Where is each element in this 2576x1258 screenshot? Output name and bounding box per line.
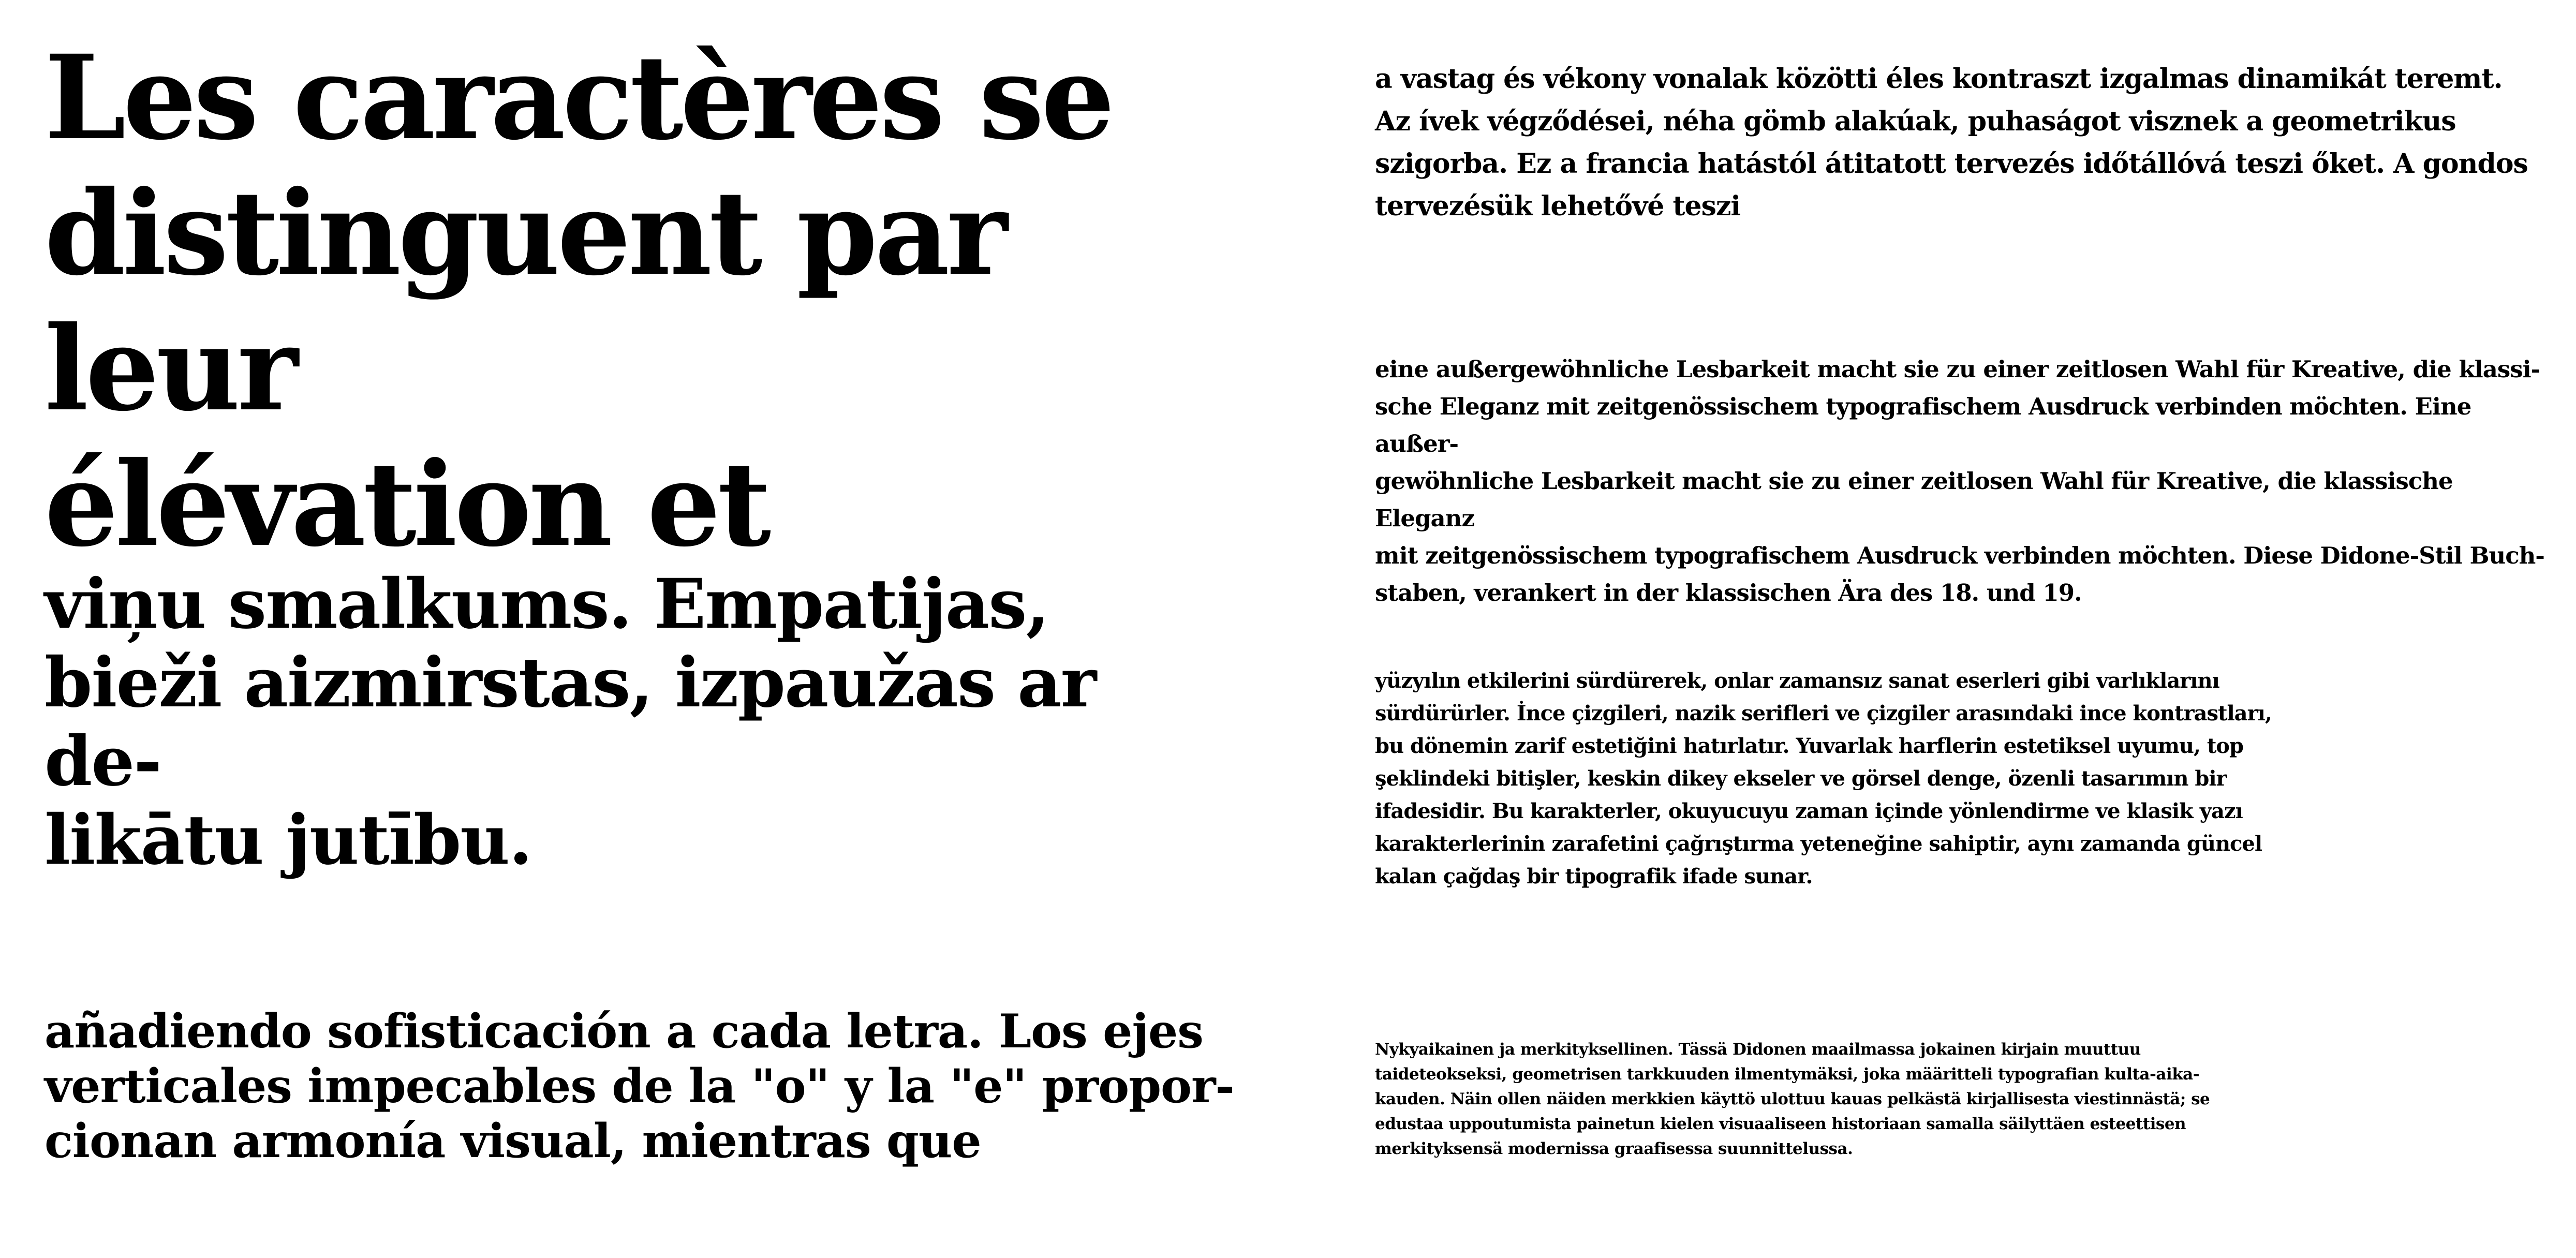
spanish-display-specimen: añadiendo sofisticación a cada letra. Los ejes verticales impecables de la "o" y la "e" propor- cionan armonía visual, mientras que xyxy=(45,1004,1234,1168)
finnish-body-specimen: Nykyaikainen ja merkityksellinen. Tässä Didonen maailmassa jokainen kirjain muuttuu taideteokseksi, geometrisen tarkkuuden ilmentymäksi, joka määritteli typografian kulta-aika- kauden. Näin ollen näiden merkkien käyttö ulottuu kauas pelkästä kirjallisesta viestinnästä; se edustaa uppoutumista painetun kielen visuaaliseen historiaan samalla säilyttäen esteettisen merkityksensä modernissa graafisessa suunnittelussa. xyxy=(1375,1040,2210,1158)
turkish-body-specimen: yüzyılın etkilerini sürdürerek, onlar zamansız sanat eserleri gibi varlıklarını sürdürürler. İnce çizgileri, nazik serifleri ve çizgiler arasındaki ince kontrastları, bu dönemin zarif estetiğini hatırlatır. Yuvarlak harflerin estetiksel uyumu, top şeklindeki bitişler, keskin dikey ekseler ve görsel denge, özenli tasarımın bir ifadesidir. Bu karakterler, okuyucuyu zaman içinde yönlendirme ve klasik yazı karakterlerinin zarafetini çağrıştırma yeteneğine sahiptir, aynı zamanda güncel kalan çağdaş bir tipografik ifade sunar. xyxy=(1375,669,2272,889)
hungarian-body-specimen: a vastag és vékony vonalak közötti éles kontraszt izgalmas dinamikát teremt. Az ívek végződései, néha gömb alakúak, puhaságot visznek a geometrikus szigorba. Ez a francia hatástól átitatott tervezés időtállóvá teszi őket. A gondos tervezésük lehetővé teszi xyxy=(1375,63,2528,222)
german-body-specimen: eine außergewöhnliche Lesbarkeit macht sie zu einer zeitlosen Wahl für Kreative, die klassi- sche Eleganz mit zeitgenössischem typografischem Ausdruck verbinden möchten. Eine außer- gewöhnliche Lesbarkeit macht sie zu einer zeitlosen Wahl für Kreative, die klassische Eleganz mit zeitgenössischem typografischem Ausdruck verbinden möchten. Diese Didone-Stil Buch- staben, verankert in der klassischen Ära des 18. und 19. xyxy=(1375,356,2544,606)
french-display-specimen: Les caractères se distinguent par leur élévation et xyxy=(45,29,1112,572)
latvian-display-specimen: viņu smalkums. Empatijas, bieži aizmirstas, izpaužas ar de- likātu jutību. xyxy=(45,564,1096,880)
